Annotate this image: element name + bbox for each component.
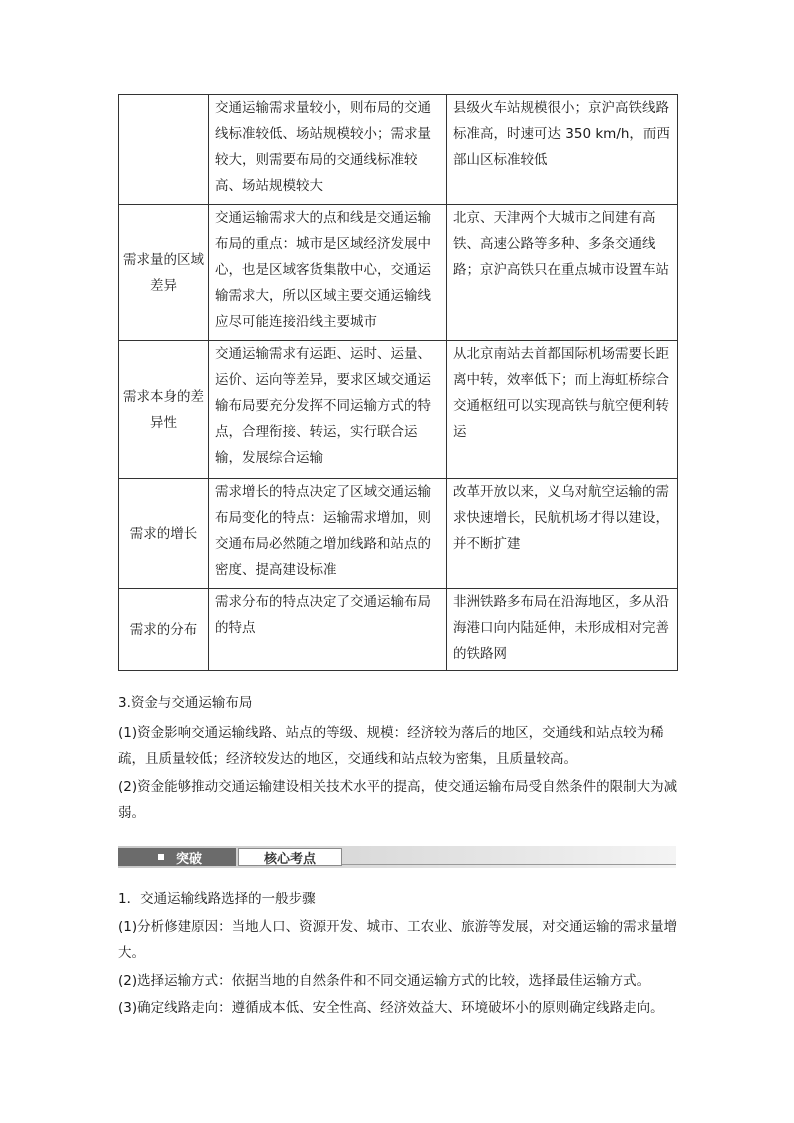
example-cell: 改革开放以来，义乌对航空运输的需求快速增长，民航机场才得以建设，并不断扩建 [447, 479, 678, 589]
banner-left-block [118, 848, 236, 866]
explanation-cell: 需求增长的特点决定了区域交通运输布局变化的特点：运输需求增加，则交通布局必然随之增加线路和站点的密度、提高建设标准 [209, 479, 447, 589]
banner-right-label: 核心考点 [238, 848, 342, 866]
example-cell: 从北京南站去首都国际机场需要长距离中转，效率低下；而上海虹桥综合交通枢纽可以实现高铁与航空便利转运 [447, 341, 678, 479]
example-cell: 县级火车站规模很小；京沪高铁线路标准高，时速可达 350 km/h，而西部山区标准较低 [447, 95, 678, 205]
row-label [119, 95, 209, 205]
paragraph: (3)确定线路走向：遵循成本低、安全性高、经济效益大、环境破坏小的原则确定线路走向。 [118, 1000, 664, 1016]
paragraph: (2)资金能够推动交通运输建设相关技术水平的提高，使交通运输布局受自然条件的限制大为减弱。 [118, 779, 678, 821]
table-row [119, 341, 678, 479]
row-label: 需求本身的差异性 [119, 341, 209, 479]
section-banner [118, 846, 676, 872]
table-row [119, 589, 678, 671]
row-label: 需求的增长 [119, 479, 209, 589]
table-row [119, 205, 678, 341]
example-cell: 北京、天津两个大城市之间建有高铁、高速公路等多种、多条交通线路；京沪高铁只在重点城市设置车站 [447, 205, 678, 341]
example-cell: 非洲铁路多布局在沿海地区，多从沿海港口向内陆延伸，未形成相对完善的铁路网 [447, 589, 678, 671]
explanation-cell: 需求分布的特点决定了交通运输布局的特点 [209, 589, 447, 671]
section-heading: 3.资金与交通运输布局 [118, 695, 253, 711]
table-row [119, 95, 678, 205]
square-bullet-icon [158, 854, 164, 860]
table-row [119, 479, 678, 589]
banner-underline [342, 864, 676, 865]
banner-left-label: 突破 [176, 851, 203, 867]
paragraph: (2)选择运输方式：依据当地的自然条件和不同交通运输方式的比较，选择最佳运输方式。 [118, 973, 651, 989]
paragraph: (1)分析修建原因：当地人口、资源开发、城市、工农业、旅游等发展，对交通运输的需求量增大。 [118, 919, 678, 961]
explanation-cell: 交通运输需求有运距、运时、运量、运价、运向等差异，要求区域交通运输布局要充分发挥不同运输方式的特点，合理衔接、转运，实行联合运输，发展综合运输 [209, 341, 447, 479]
row-label: 需求的分布 [119, 589, 209, 671]
explanation-cell: 交通运输需求量较小，则布局的交通线标准较低、场站规模较小；需求量较大，则需要布局的交通线标准较高、场站规模较大 [209, 95, 447, 205]
row-label: 需求量的区域差异 [119, 205, 209, 341]
explanation-cell: 交通运输需求大的点和线是交通运输布局的重点：城市是区域经济发展中心，也是区域客货集散中心，交通运输需求大，所以区域主要交通运输线应尽可能连接沿线主要城市 [209, 205, 447, 341]
section-heading: 1．交通运输线路选择的一般步骤 [118, 891, 316, 907]
paragraph: (1)资金影响交通运输线路、站点的等级、规模：经济较为落后的地区，交通线和站点较为稀疏，且质量较低；经济较发达的地区，交通线和站点较为密集，且质量较高。 [118, 725, 664, 767]
demand-transport-table [118, 94, 678, 671]
